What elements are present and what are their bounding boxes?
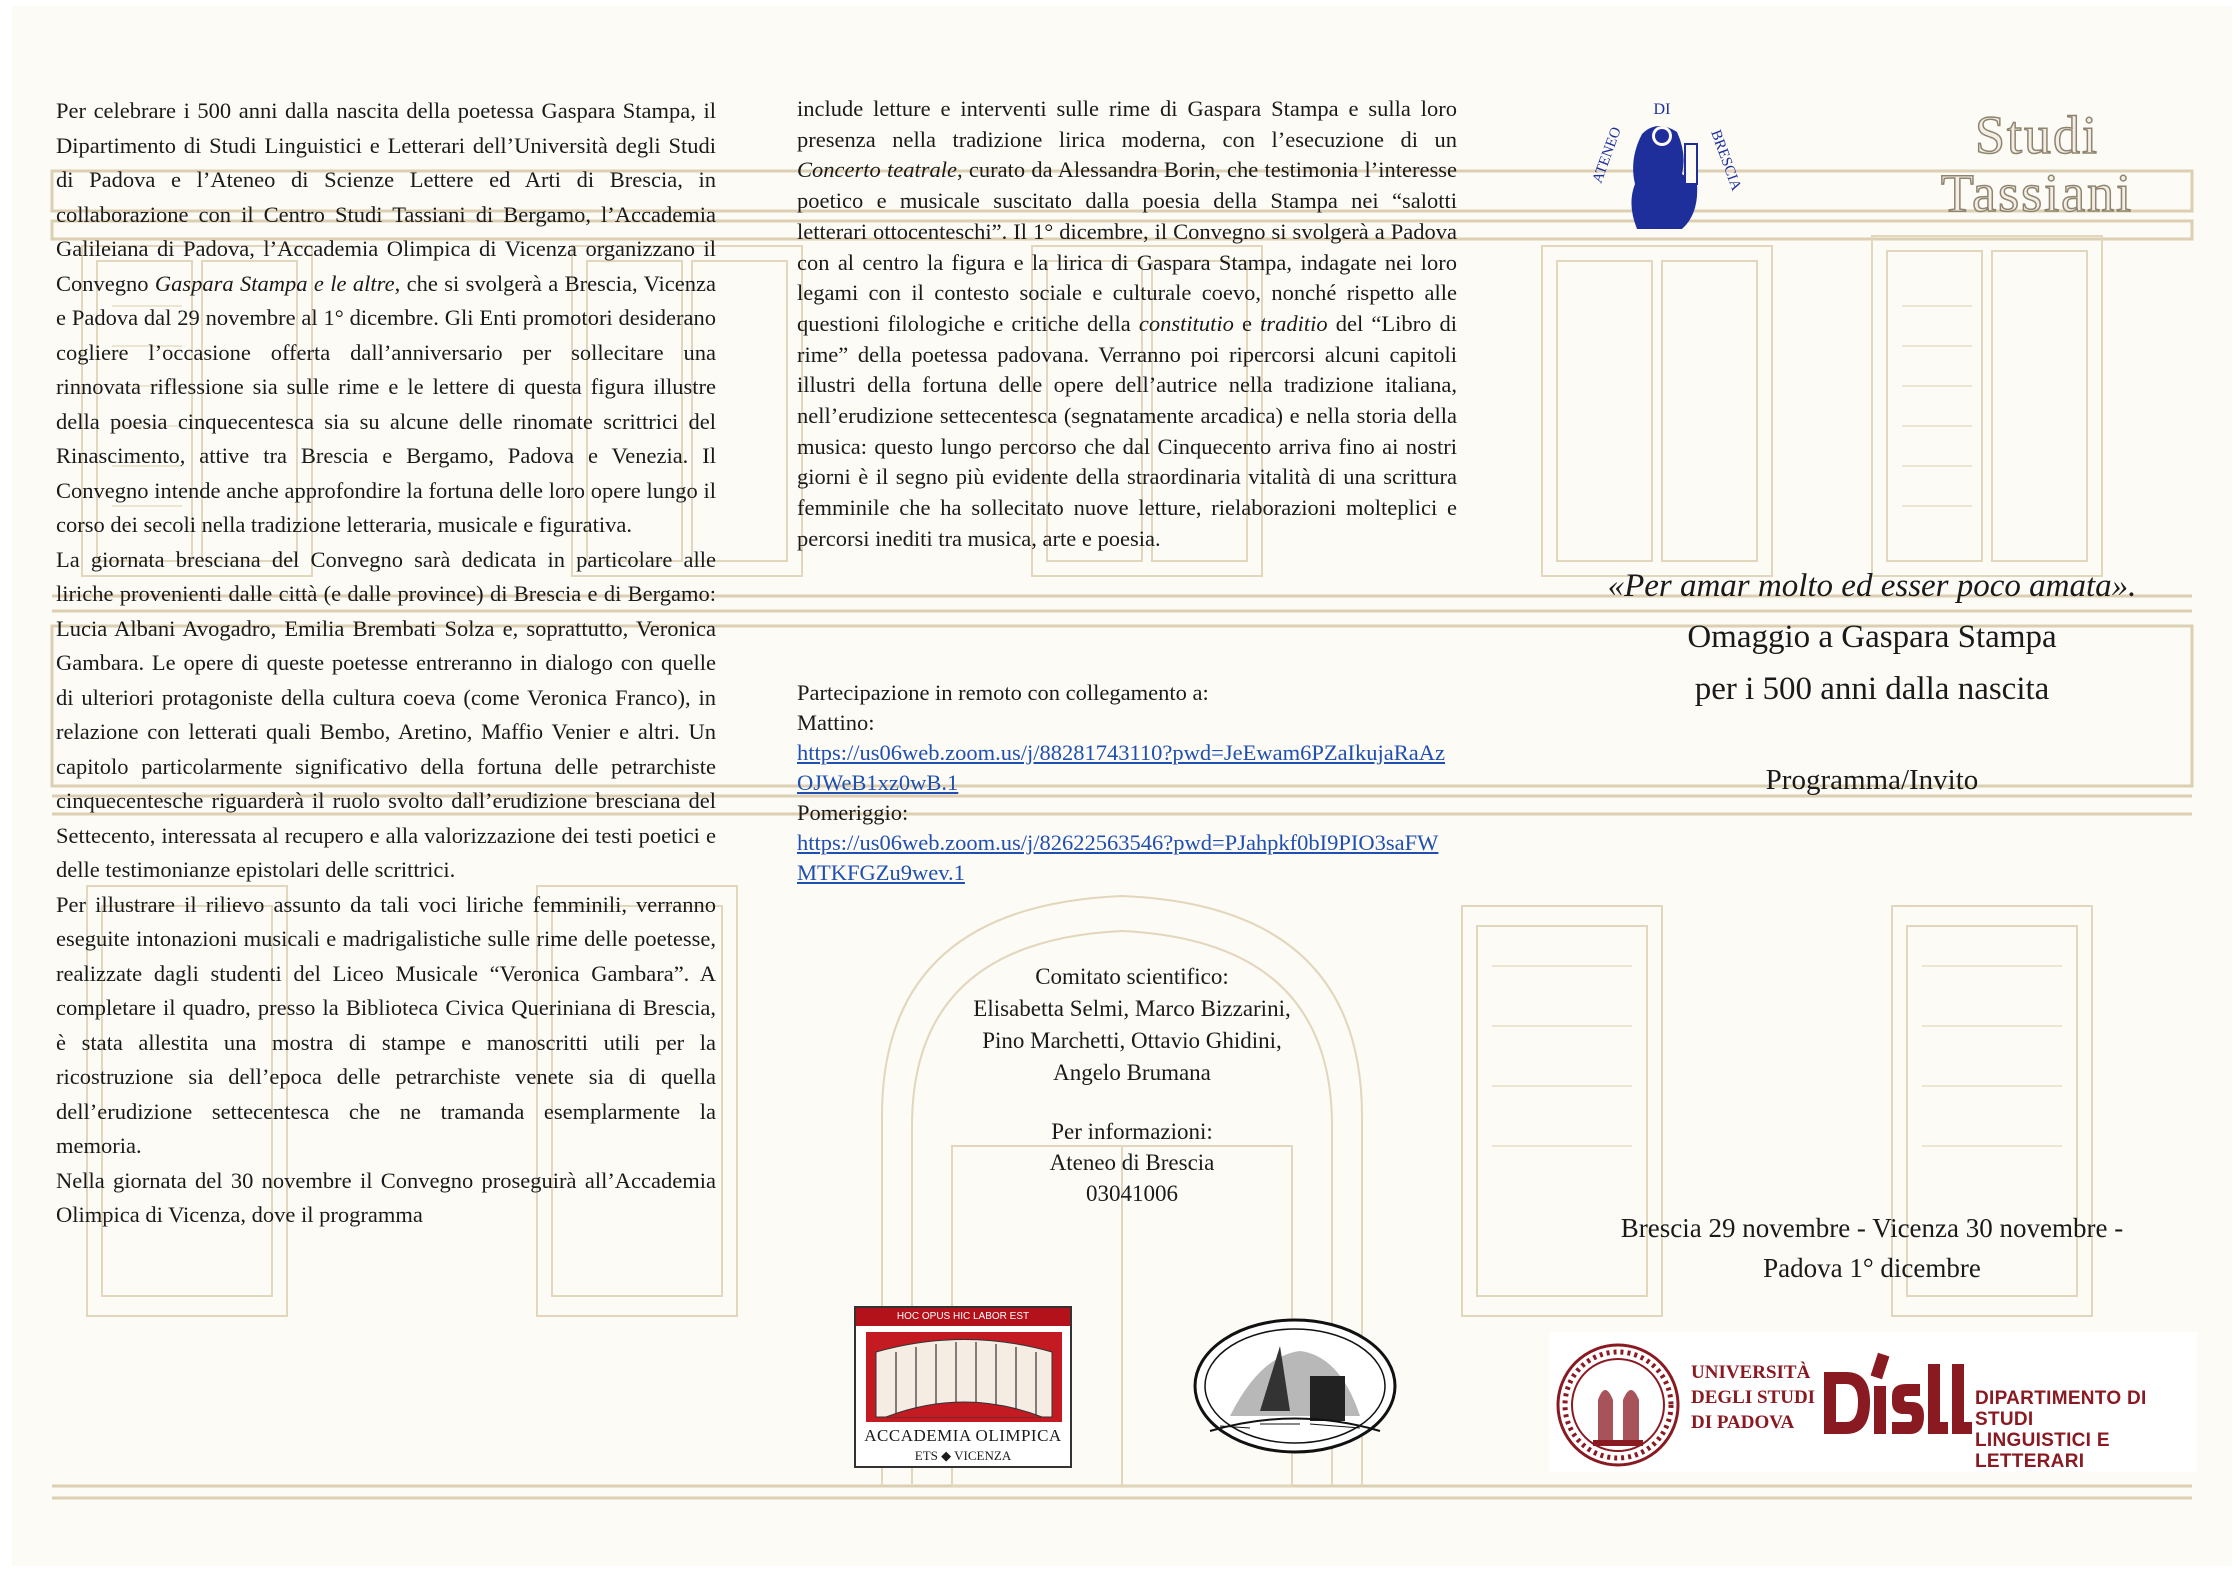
title-block: [1552, 561, 2192, 715]
committee-line: Pino Marchetti, Ottavio Ghidini,: [982, 1028, 1282, 1053]
info-heading: Per informazioni:: [1051, 1119, 1213, 1144]
ateneo-brescia-logo: [1587, 94, 1744, 244]
subtitle-line: Omaggio a Gaspara Stampa: [1687, 619, 2057, 655]
theatre-icon: [866, 1332, 1062, 1422]
university-padova-banner: [1549, 1332, 2197, 1472]
university-seal-icon: [1553, 1340, 1683, 1470]
subtitle-line: per i 500 anni dalla nascita: [1694, 671, 2050, 707]
quote-title: «Per amar molto ed esser poco amata».: [1607, 568, 2137, 604]
studi-tassiani-logo: Studi Tassiani: [1940, 105, 2134, 223]
vicenza-paragraph: Nella giornata del 30 novembre il Convegno proseguirà all’Accademia Olimpica di Vicenza, dove il programma: [56, 1167, 716, 1227]
afternoon-zoom-link[interactable]: https://us06web.zoom.us/j/82622563546?pwd=PJahpkf0bI9PIO3saFWMTKFGZu9wev.1: [797, 830, 1439, 885]
program-label: Programma/Invito: [1765, 764, 1979, 796]
info-org: Ateneo di Brescia: [1049, 1150, 1215, 1175]
department-name: DIPARTIMENTO DI STUDI LINGUISTICI E LETTERARI: [1975, 1388, 2147, 1472]
scientific-committee: [882, 961, 1382, 1089]
morning-zoom-link[interactable]: https://us06web.zoom.us/j/88281743110?pwd=JeEwam6PZaIkujaRaAzOJWeB1xz0wB.1: [797, 740, 1446, 795]
disll-logo-mark: [1824, 1344, 1972, 1444]
olimpica-sub: ETS ◆ VICENZA: [914, 1448, 1012, 1463]
program-paragraph: include letture e interventi sulle rime di Gaspara Stampa e sulla loro presenza nella tradizione lirica moderna, con l’esecuzione di un Concerto teatrale, curato da Alessandra Borin, che testimonia l’interesse poetico e musicale suscitato dalla poesia della Stampa nei “salotti letterari ottocenteschi”. Il 1° dicembre, il Convegno si svolgerà a Padova con al centro la figura e la lirica di Gaspara Stampa, indagate nei loro legami con il contesto sociale e culturale coevo, nonché rispetto alle questioni filologiche e critiche della constitutio e traditio del “Libro di rime” della poetessa padovana. Verranno poi ripercorsi alcuni capitoli illustri della fortuna delle opere dell’autrice nella tradizione italiana, nell’erudizione settecentesca (segnatamente arcadica) e nella storia della musica: questo lungo percorso che dal Cinquecento arriva fino ai nostri giorni è il segno più evidente della straordinaria vitalità di una scrittura femminile che ha sollecitato nuove letture, rielaborazioni molteplici e percorsi inediti tra musica, arte e poesia.: [797, 96, 1457, 551]
afternoon-label: Pomeriggio:: [797, 800, 909, 825]
accademia-olimpica-logo: [854, 1306, 1072, 1468]
committee-heading: Comitato scientifico:: [1035, 964, 1229, 989]
brescia-paragraph: La giornata bresciana del Convegno sarà dedicata in particolare alle liriche provenienti dalle città (e dalle province) di Brescia e di Bergamo: Lucia Albani Avogadro, Emilia Brembati Solza e, soprattutto, Veronica Gambara. Le opere di queste poetesse entreranno in dialogo con quelle di ulteriori protagoniste della cultura coeva (come Veronica Franco), in relazione con letterati quali Bembo, Aretino, Maffio Venier e altri. Un capitolo particolarmente significativo della fortuna delle petrarchiste cinquecentesche riguarderà il ruolo svolto dall’erudizione bresciana del Settecento, interessata al recupero e alla valorizzazione dei testi poetici e delle testimonianze epistolari delle scrittrici.: [56, 546, 716, 882]
info-phone: 03041006: [1086, 1181, 1178, 1206]
ateneo-top-text: DI: [1653, 101, 1671, 118]
contact-info: [882, 1116, 1382, 1209]
remote-participation: [797, 678, 1457, 888]
university-name: UNIVERSITÀ DEGLI STUDI DI PADOVA: [1691, 1362, 1816, 1433]
morning-label: Mattino:: [797, 710, 875, 735]
brochure-page: [12, 6, 2232, 1566]
accademia-galileiana-emblem-icon: [1190, 1316, 1400, 1456]
event-dates: Brescia 29 novembre - Vicenza 30 novembre - Padova 1° dicembre: [1620, 1213, 2124, 1283]
conference-title-italic: Gaspara Stampa e le altre: [154, 270, 395, 296]
ateneo-left-text: ATENEO: [1589, 125, 1625, 186]
committee-line: Angelo Brumana: [1053, 1060, 1211, 1085]
music-paragraph: Per illustrare il rilievo assunto da tali voci liriche femminili, verranno eseguite intonazioni musicali e madrigalistiche sulle rime delle poetesse, realizzate dagli studenti del Liceo Musicale “Veronica Gambara”. A completare il quadro, presso la Biblioteca Civica Queriniana di Brescia, è stata allestita una mostra di stampe e manoscritti utili per la ricostruzione sia dell’epoca delle petrarchiste venete sia di quella dell’erudizione settecentesca che ne tramanda esemplarmente la memoria.: [56, 891, 716, 1158]
committee-line: Elisabetta Selmi, Marco Bizzarini,: [973, 996, 1291, 1021]
middle-text-column: [797, 94, 1457, 555]
ateneo-right-text: BRESCIA: [1707, 127, 1744, 193]
olimpica-motto: HOC OPUS HIC LABOR EST: [856, 1308, 1070, 1326]
remote-intro: Partecipazione in remoto con collegamento a:: [797, 680, 1209, 705]
olimpica-name: ACCADEMIA OLIMPICA: [864, 1426, 1062, 1445]
intro-paragraph: Per celebrare i 500 anni dalla nascita della poetessa Gaspara Stampa, il Dipartimento di Studi Linguistici e Letterari dell’Università degli Studi di Padova e l’Ateneo di Scienze Lettere ed Arti di Brescia, in collaborazione con il Centro Studi Tassiani di Bergamo, l’Accademia Galileiana di Padova, l’Accademia Olimpica di Vicenza organizzano il Convegno Gaspara Stampa e le altre, che si svolgerà a Brescia, Vicenza e Padova dal 29 novembre al 1° dicembre. Gli Enti promotori desiderano cogliere l’occasione offerta dall’anniversario per sollecitare una rinnovata riflessione sia sulle rime e le lettere di questa figura illustre della poesia cinquecentesca sia su alcune delle rinomate scrittrici del Rinascimento, attive tra Brescia e Bergamo, Padova e Venezia. Il Convegno intende anche approfondire la fortuna delle loro opere lungo il corso dei secoli nella tradizione letteraria, musicale e figurativa.: [56, 98, 716, 537]
left-text-column: [56, 94, 716, 1233]
